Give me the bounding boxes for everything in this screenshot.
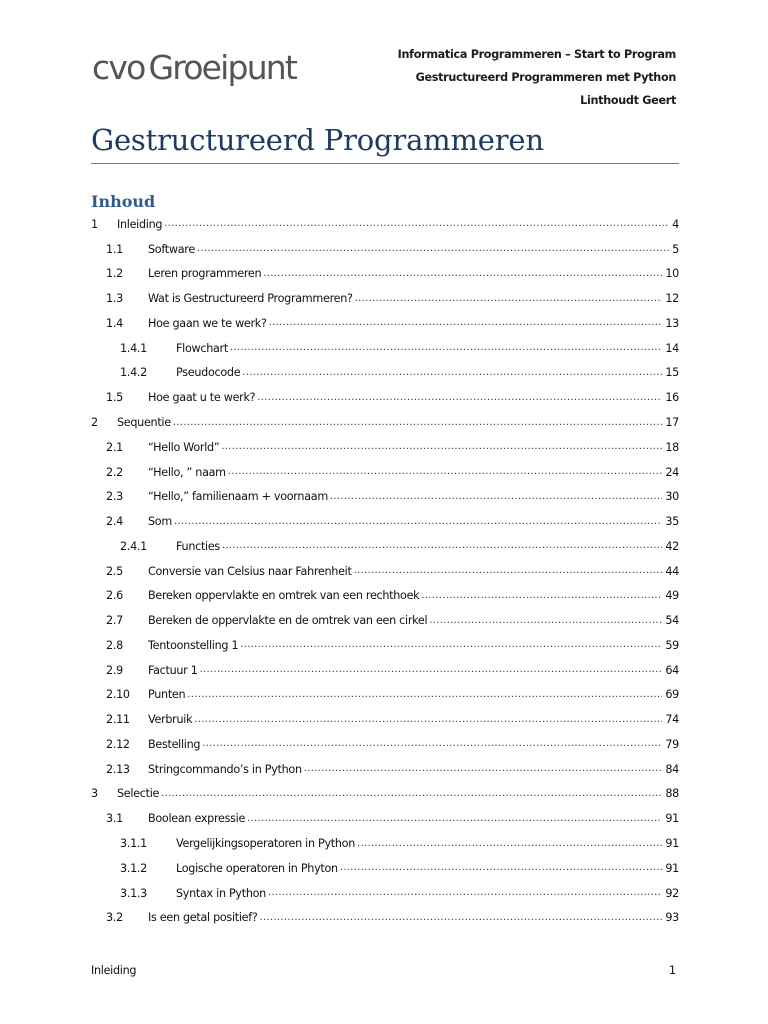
toc-dot-leader (304, 763, 663, 775)
toc-entry-page: 14 (665, 341, 679, 355)
toc-dot-leader (187, 689, 662, 701)
toc-dot-leader (228, 466, 663, 478)
toc-entry-number: 3.1.2 (120, 861, 147, 875)
toc-entry-page: 42 (665, 539, 679, 553)
toc-entry[interactable] (91, 633, 679, 658)
toc-entry-number: 1 (91, 217, 98, 231)
toc-entry[interactable] (91, 385, 679, 410)
toc-entry-number: 1.5 (106, 391, 123, 405)
toc-entry[interactable] (91, 831, 679, 856)
toc-entry-title: Leren programmeren (148, 267, 262, 281)
toc-entry[interactable] (91, 311, 679, 336)
toc-entry[interactable] (91, 286, 679, 311)
toc-entry-title: Factuur 1 (148, 663, 198, 677)
toc-entry-page: 4 (672, 217, 679, 231)
toc-entry[interactable] (91, 881, 679, 906)
toc-entry-title: Bereken de oppervlakte en de omtrek van een cirkel (148, 614, 428, 628)
toc-entry[interactable] (91, 435, 679, 460)
toc-entry-number: 3.1.3 (120, 886, 147, 900)
toc-entry-page: 17 (665, 416, 679, 429)
toc-entry-page: 92 (665, 886, 679, 900)
toc-entry-title: Vergelijkingsoperatoren in Python (176, 837, 356, 851)
toc-entry[interactable] (91, 559, 679, 584)
toc-entry-page: 30 (665, 490, 679, 504)
toc-entry-number: 2.12 (106, 737, 130, 751)
toc-dot-leader (242, 367, 662, 379)
toc-entry-number: 2.2 (106, 465, 123, 479)
toc-dot-leader (330, 491, 662, 503)
toc-entry-title: Wat is Gestructureerd Programmeren? (148, 292, 353, 306)
toc-entry-page: 35 (665, 515, 679, 529)
toc-dot-leader (173, 417, 663, 429)
toc-entry-title: Boolean expressie (148, 812, 246, 826)
toc-dot-leader (421, 590, 662, 602)
toc-entry[interactable] (91, 534, 679, 559)
toc-entry-title: “Hello, ” naam (148, 465, 226, 479)
toc-entry-page: 24 (665, 465, 679, 479)
toc-dot-leader (263, 268, 662, 280)
toc-entry-title: “Hello World” (148, 440, 220, 454)
toc-entry-title: Logische operatoren in Phyton (176, 861, 338, 875)
logo-text-groeipunt: Groeipunt (148, 48, 297, 87)
toc-entry[interactable] (91, 484, 679, 509)
toc-entry-title: “Hello,” familienaam + voornaam (148, 490, 328, 504)
document-title: Gestructureerd Programmeren (91, 123, 544, 157)
toc-entry-number: 1.4.1 (120, 341, 147, 355)
toc-entry[interactable] (91, 583, 679, 608)
toc-entry-page: 91 (665, 812, 679, 826)
toc-entry-page: 13 (665, 316, 679, 330)
header-author: Linthoudt Geert (580, 94, 676, 107)
toc-entry-title: Flowchart (176, 341, 228, 355)
toc-entry-title: Pseudocode (176, 366, 241, 380)
toc-entry[interactable] (91, 683, 679, 708)
table-of-contents (91, 212, 679, 930)
toc-dot-leader (161, 788, 662, 800)
toc-dot-leader (429, 615, 662, 627)
toc-entry-page: 10 (665, 267, 679, 281)
toc-entry-title: Functies (176, 539, 220, 553)
toc-entry-title: Bereken oppervlakte en omtrek van een rechthoek (148, 589, 420, 603)
toc-entry-title: Software (148, 242, 195, 256)
toc-entry-page: 69 (665, 688, 679, 702)
toc-entry[interactable] (91, 905, 679, 930)
toc-entry-number: 2.7 (106, 614, 123, 628)
toc-dot-leader (340, 862, 663, 874)
toc-entry-number: 2.5 (106, 564, 123, 578)
toc-entry-number: 2.6 (106, 589, 123, 603)
toc-entry-number: 1.3 (106, 292, 123, 306)
toc-entry-number: 2.4 (106, 515, 123, 529)
toc-entry-number: 2.13 (106, 762, 130, 776)
toc-entry-title: Hoe gaat u te werk? (148, 391, 256, 405)
toc-entry[interactable] (91, 608, 679, 633)
toc-dot-leader (222, 540, 662, 552)
toc-entry-title: Punten (148, 688, 186, 702)
footer-page-number: 1 (668, 964, 676, 977)
toc-dot-leader (174, 516, 662, 528)
toc-entry-page: 74 (665, 713, 679, 727)
toc-entry-title: Tentoonstelling 1 (148, 638, 239, 652)
toc-entry-number: 2.11 (106, 713, 130, 727)
logo-text-cvo: cvo (92, 48, 145, 87)
toc-entry[interactable] (91, 460, 679, 485)
toc-entry-page: 49 (665, 589, 679, 603)
toc-entry-number: 2.3 (106, 490, 123, 504)
toc-entry[interactable] (91, 782, 679, 807)
toc-entry-page: 54 (665, 614, 679, 628)
toc-dot-leader (194, 714, 662, 726)
toc-dot-leader (257, 392, 662, 404)
toc-dot-leader (357, 838, 662, 850)
title-underline (91, 163, 679, 164)
toc-entry[interactable] (91, 658, 679, 683)
toc-entry-page: 18 (665, 440, 679, 454)
toc-entry[interactable] (91, 212, 679, 237)
toc-dot-leader (221, 441, 662, 453)
toc-entry-page: 84 (665, 762, 679, 776)
header-course: Informatica Programmeren – Start to Program (397, 48, 676, 61)
toc-entry-title: Verbruik (148, 713, 193, 727)
toc-dot-leader (354, 565, 663, 577)
toc-entry[interactable] (91, 336, 679, 361)
cvo-groeipunt-logo (92, 46, 296, 90)
toc-entry-title: Inleiding (117, 217, 163, 231)
toc-entry-number: 2.10 (106, 688, 130, 702)
toc-entry-number: 2.4.1 (120, 539, 147, 553)
header-info (398, 43, 676, 112)
toc-entry-page: 79 (665, 737, 679, 751)
toc-dot-leader (240, 639, 662, 651)
toc-dot-leader (268, 887, 662, 899)
toc-entry-page: 44 (665, 564, 679, 578)
footer-section-name: Inleiding (91, 964, 137, 977)
toc-entry-page: 15 (665, 366, 679, 380)
toc-entry-page: 88 (665, 787, 679, 801)
toc-entry-title: Hoe gaan we te werk? (148, 316, 267, 330)
toc-entry-number: 1.4.2 (120, 366, 147, 380)
toc-entry-number: 3.1.1 (120, 837, 147, 851)
toc-entry-page: 16 (665, 391, 679, 405)
toc-entry-title: Conversie van Celsius naar Fahrenheit (148, 564, 352, 578)
toc-dot-leader (230, 342, 662, 354)
toc-dot-leader (269, 317, 663, 329)
toc-entry-number: 1.1 (106, 242, 123, 256)
toc-entry-page: 64 (665, 663, 679, 677)
toc-entry[interactable] (91, 361, 679, 386)
toc-entry-number: 1.4 (106, 316, 123, 330)
toc-entry[interactable] (91, 509, 679, 534)
toc-dot-leader (197, 243, 669, 255)
toc-dot-leader (355, 293, 663, 305)
toc-entry-page: 91 (665, 837, 679, 851)
toc-entry-page: 59 (665, 638, 679, 652)
toc-entry-number: 2.9 (106, 663, 123, 677)
toc-entry-number: 2.1 (106, 440, 123, 454)
toc-dot-leader (200, 664, 663, 676)
header-module: Gestructureerd Programmeren met Python (415, 71, 676, 84)
toc-entry-number: 3 (91, 787, 98, 801)
toc-entry[interactable] (91, 732, 679, 757)
toc-entry[interactable] (91, 237, 679, 262)
toc-entry-number: 2.8 (106, 638, 123, 652)
toc-dot-leader (260, 912, 663, 924)
toc-entry-title: Som (148, 515, 172, 529)
toc-entry-number: 3.1 (106, 812, 123, 826)
toc-entry-number: 3.2 (106, 911, 123, 925)
toc-dot-leader (202, 738, 662, 750)
toc-entry-page: 5 (672, 242, 679, 256)
toc-entry-title: Selectie (117, 787, 160, 801)
toc-entry[interactable] (91, 410, 679, 435)
toc-entry[interactable] (91, 707, 679, 732)
toc-entry-title: Stringcommando’s in Python (148, 762, 302, 776)
toc-entry-title: Is een getal positief? (148, 911, 258, 925)
toc-entry[interactable] (91, 757, 679, 782)
toc-entry[interactable] (91, 262, 679, 287)
toc-entry[interactable] (91, 856, 679, 881)
toc-entry-title: Sequentie (117, 416, 171, 429)
toc-entry-page: 91 (665, 861, 679, 875)
toc-entry-title: Syntax in Python (176, 886, 266, 900)
toc-entry-number: 1.2 (106, 267, 123, 281)
toc-dot-leader (164, 218, 669, 230)
toc-entry-page: 93 (665, 911, 679, 925)
toc-dot-leader (247, 813, 662, 825)
toc-entry-page: 12 (665, 292, 679, 306)
toc-heading: Inhoud (91, 192, 156, 211)
toc-entry[interactable] (91, 806, 679, 831)
toc-entry-title: Bestelling (148, 737, 201, 751)
toc-entry-number: 2 (91, 416, 98, 429)
